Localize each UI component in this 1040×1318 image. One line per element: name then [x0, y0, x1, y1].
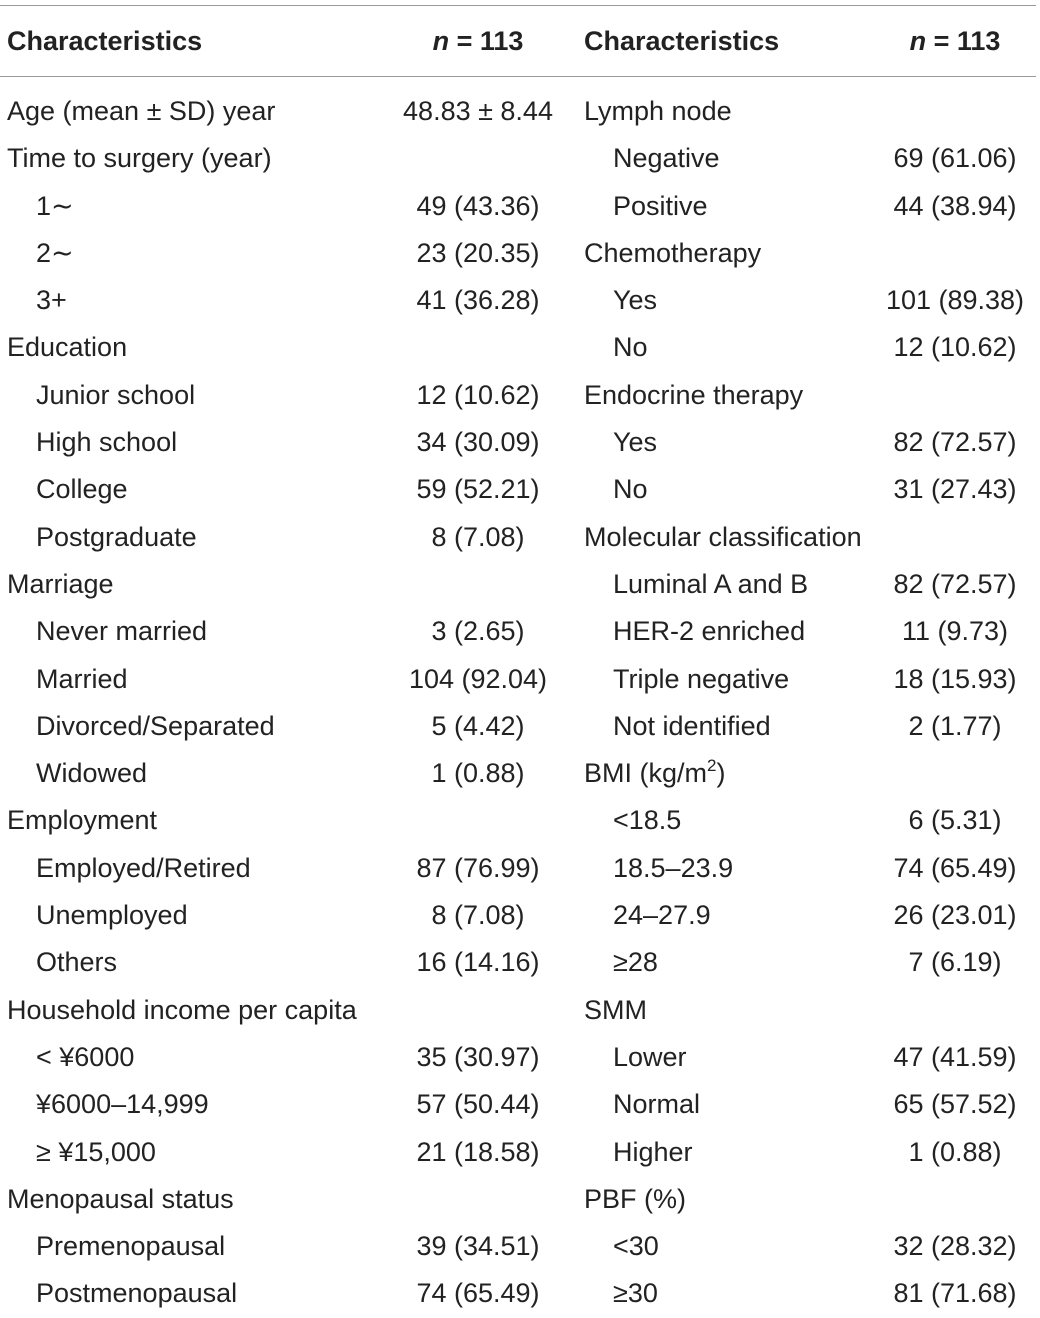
- row-label-left: Never married: [36, 616, 208, 647]
- table-row: [0, 561, 1040, 608]
- row-value-left: 21 (18.58): [416, 1136, 540, 1167]
- row-label-left: Employment: [7, 805, 158, 836]
- row-label-left: Divorced/Separated: [36, 710, 275, 741]
- table-row: [0, 845, 1040, 892]
- row-label-right-superscript: 2: [707, 756, 717, 776]
- row-value-left: 41 (36.28): [416, 285, 540, 316]
- row-label-right: 24–27.9: [613, 900, 711, 931]
- table-row: [0, 372, 1040, 419]
- row-label-right-text: BMI (kg/m: [584, 758, 708, 789]
- row-label-right: No: [613, 332, 648, 363]
- table-row: [0, 135, 1040, 182]
- row-value-right: 26 (23.01): [893, 900, 1017, 931]
- row-label-right: 18.5–23.9: [613, 852, 734, 883]
- row-label-right: Yes: [613, 427, 658, 458]
- row-label-left: Premenopausal: [36, 1231, 226, 1262]
- row-label-right: ≥28: [613, 947, 658, 978]
- row-value-right: 1 (0.88): [908, 1136, 1002, 1167]
- row-value-right: 74 (65.49): [893, 852, 1017, 883]
- row-value-right: 82 (72.57): [893, 568, 1017, 599]
- row-label-right-tail: ): [716, 758, 726, 789]
- table-row: [0, 939, 1040, 986]
- row-value-right: 2 (1.77): [908, 710, 1002, 741]
- row-label-right: Lower: [613, 1041, 687, 1072]
- row-value-right: 44 (38.94): [893, 190, 1017, 221]
- row-value-left: 8 (7.08): [431, 521, 525, 552]
- row-value-left: 16 (14.16): [416, 947, 540, 978]
- table-row: [0, 608, 1040, 655]
- row-label-right: No: [613, 474, 648, 505]
- row-value-left: 74 (65.49): [416, 1278, 540, 1309]
- row-value-left: 104 (92.04): [408, 663, 548, 694]
- row-value-right: 82 (72.57): [893, 427, 1017, 458]
- row-value-right: 11 (9.73): [901, 616, 1009, 647]
- row-value-left: 34 (30.09): [416, 427, 540, 458]
- row-label-right: PBF (%): [584, 1183, 687, 1214]
- row-label-right: Endocrine therapy: [584, 379, 804, 410]
- row-label-right: [584, 750, 725, 797]
- row-label-right: Positive: [613, 190, 708, 221]
- row-label-right: Chemotherapy: [584, 237, 762, 268]
- table-row: [0, 88, 1040, 135]
- row-value-left: 35 (30.97): [416, 1041, 540, 1072]
- row-label-left: 1∼: [36, 190, 74, 221]
- row-label-left: < ¥6000: [36, 1041, 135, 1072]
- row-value-left: 1 (0.88): [431, 758, 525, 789]
- row-label-left: 3+: [36, 285, 67, 316]
- header-n-symbol-left: n: [432, 26, 450, 56]
- table-row: [0, 230, 1040, 277]
- row-value-left: 12 (10.62): [416, 379, 540, 410]
- row-label-left: College: [36, 474, 128, 505]
- header-n-right: [870, 0, 1040, 82]
- row-label-left: Time to surgery (year): [7, 143, 272, 174]
- row-label-left: Household income per capita: [7, 994, 357, 1025]
- row-value-left: 8 (7.08): [431, 900, 525, 931]
- table-row: [0, 750, 1040, 797]
- table-row: [0, 1270, 1040, 1317]
- row-label-left: Married: [36, 663, 128, 694]
- header-characteristics-right: Characteristics: [584, 26, 780, 56]
- row-label-right: Normal: [613, 1089, 701, 1120]
- table-row: [0, 1223, 1040, 1270]
- row-label-left: Menopausal status: [7, 1183, 234, 1214]
- row-label-left: Postmenopausal: [36, 1278, 238, 1309]
- header-n-value-left: = 113: [449, 26, 524, 56]
- row-label-left: ¥6000–14,999: [36, 1089, 209, 1120]
- row-label-right: Negative: [613, 143, 720, 174]
- row-label-left: Others: [36, 947, 118, 978]
- table-row: [0, 1176, 1040, 1223]
- row-value-left: 59 (52.21): [416, 474, 540, 505]
- row-value-right: 47 (41.59): [893, 1041, 1017, 1072]
- row-label-right: Molecular classification: [584, 521, 862, 552]
- table-row: [0, 277, 1040, 324]
- table-row: [0, 892, 1040, 939]
- table-row: [0, 419, 1040, 466]
- table-row: [0, 797, 1040, 844]
- table-row: [0, 514, 1040, 561]
- row-value-right: 6 (5.31): [908, 805, 1002, 836]
- row-label-right: <18.5: [613, 805, 682, 836]
- row-label-right: SMM: [584, 994, 647, 1025]
- header-characteristics-left: Characteristics: [7, 26, 203, 56]
- row-label-right: Luminal A and B: [613, 568, 809, 599]
- table-body: [0, 88, 1040, 1318]
- table-row: [0, 1034, 1040, 1081]
- row-label-right: Lymph node: [584, 96, 732, 126]
- row-value-right: 18 (15.93): [893, 663, 1017, 694]
- row-label-right: Triple negative: [613, 663, 790, 694]
- row-value-right: 69 (61.06): [893, 143, 1017, 174]
- row-label-right: <30: [613, 1231, 659, 1262]
- row-value-right: 81 (71.68): [893, 1278, 1017, 1309]
- row-label-left: Junior school: [36, 379, 196, 410]
- table-row: [0, 987, 1040, 1034]
- row-value-left: 57 (50.44): [416, 1089, 540, 1120]
- header-n-symbol-right: n: [909, 26, 927, 56]
- row-label-left: Widowed: [36, 758, 148, 789]
- row-label-right: Yes: [613, 285, 658, 316]
- row-label-left: 2∼: [36, 237, 74, 268]
- row-value-right: 31 (27.43): [893, 474, 1017, 505]
- header-n-left: [390, 0, 566, 82]
- row-value-right: 12 (10.62): [893, 332, 1017, 363]
- row-value-left: 23 (20.35): [416, 237, 540, 268]
- row-value-left: 87 (76.99): [416, 852, 540, 883]
- table-row: [0, 324, 1040, 371]
- row-label-left: Unemployed: [36, 900, 188, 931]
- table-row: [0, 1129, 1040, 1176]
- row-value-left: 49 (43.36): [416, 190, 540, 221]
- row-value-left: 48.83 ± 8.44: [403, 96, 553, 126]
- row-value-left: 39 (34.51): [416, 1231, 540, 1262]
- row-value-left: 5 (4.42): [431, 710, 525, 741]
- row-label-right: ≥30: [613, 1278, 658, 1309]
- row-label-left: Education: [7, 332, 128, 363]
- row-value-right: 101 (89.38): [885, 285, 1025, 316]
- row-label-left: High school: [36, 427, 178, 458]
- row-value-right: 7 (6.19): [908, 947, 1002, 978]
- row-label-right: Not identified: [613, 710, 771, 741]
- header-n-value-right: = 113: [926, 26, 1001, 56]
- row-label-left: Marriage: [7, 568, 114, 599]
- table-header-rule: [0, 76, 1036, 77]
- row-value-right: 32 (28.32): [893, 1231, 1017, 1262]
- row-label-left: Age (mean ± SD) year: [7, 96, 276, 126]
- row-value-right: 65 (57.52): [893, 1089, 1017, 1120]
- row-label-left: ≥ ¥15,000: [36, 1136, 156, 1167]
- row-label-right: Higher: [613, 1136, 693, 1167]
- row-label-right: HER-2 enriched: [613, 616, 806, 647]
- row-value-left: 3 (2.65): [431, 616, 525, 647]
- table-row: [0, 656, 1040, 703]
- table-row: [0, 1081, 1040, 1128]
- table-row: [0, 466, 1040, 513]
- table-row: [0, 183, 1040, 230]
- row-label-left: Postgraduate: [36, 521, 197, 552]
- table-row: [0, 703, 1040, 750]
- row-label-left: Employed/Retired: [36, 852, 251, 883]
